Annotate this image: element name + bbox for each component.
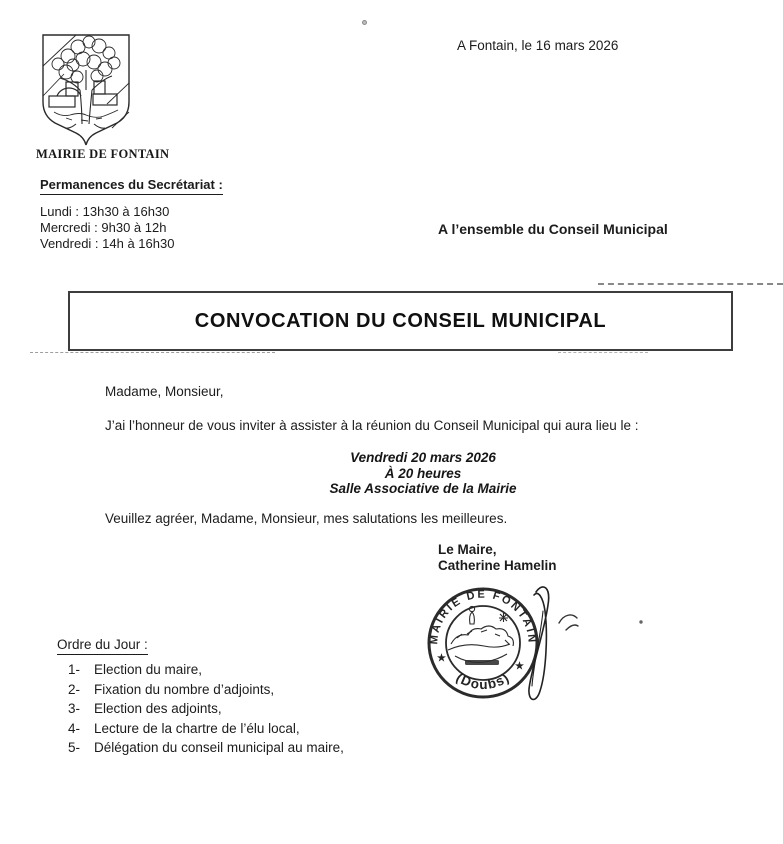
scan-artifact-line-top [598,283,783,285]
letter-title: CONVOCATION DU CONSEIL MUNICIPAL [194,309,607,332]
hours-line-monday: Lundi : 13h30 à 16h30 [40,204,170,219]
hours-line-friday: Vendredi : 14h à 16h30 [40,236,175,251]
star-icon: ★ [437,653,446,664]
agenda-item-number: 2- [68,682,81,697]
wall-blocks-icon [49,81,117,107]
agenda-item-number: 5- [68,740,81,755]
signature-role: Le Maire, [438,542,497,557]
agenda-item-number: 4- [68,721,81,736]
recipient-line: A l’ensemble du Conseil Municipal [438,221,668,237]
official-stamp [415,578,650,712]
secretariat-hours-title: Permanences du Secrétariat : [40,177,223,195]
agenda-item-text: Fixation du nombre d’adjoints, [94,682,275,697]
agenda-title: Ordre du Jour : [57,637,148,655]
stamp-motto-band [465,660,499,665]
agenda-item-text: Election des adjoints, [94,701,222,716]
pen-flourish-mark [559,615,578,630]
intro-paragraph: J’ai l’honneur de vous inviter à assister à la réunion du Conseil Municipal qui aura lieu le : [105,418,639,433]
agenda-item-text: Lecture de la chartre de l’élu local, [94,721,300,736]
meeting-place-line: Salle Associative de la Mairie [329,481,517,496]
ground-icon [54,110,118,121]
scan-artifact-line-bottom-left [30,352,275,353]
stamp-top-text: MAIRIE DE FONTAIN [428,588,538,645]
title-box [68,291,733,351]
agenda-item-number: 3- [68,701,81,716]
meeting-details-block [63,450,783,497]
star-icon: ★ [515,661,524,672]
meeting-date-line: Vendredi 20 mars 2026 [350,450,496,465]
agenda-item-text: Election du maire, [94,662,203,677]
stamp-inner-ring [446,606,520,680]
coat-of-arms-logo [36,32,136,150]
agenda-item-number: 1- [68,662,81,677]
closing-paragraph: Veuillez agréer, Madame, Monsieur, mes salutations les meilleures. [105,511,508,526]
scan-speck-artifact [362,20,367,25]
hours-line-wednesday: Mercredi : 9h30 à 12h [40,220,167,235]
meeting-time-line: À 20 heures [384,465,462,481]
logo-caption: MAIRIE DE FONTAIN [36,147,170,161]
salutation: Madame, Monsieur, [105,384,224,399]
scan-artifact-line-bottom-right [558,352,648,353]
agenda-item-text: Délégation du conseil municipal au maire, [94,740,344,755]
place-date-line: A Fontain, le 16 mars 2026 [457,38,619,53]
stamp-bottom-text: (Doubs) [453,669,513,693]
signature-name: Catherine Hamelin [438,558,557,573]
ink-dot-artifact [639,620,642,623]
